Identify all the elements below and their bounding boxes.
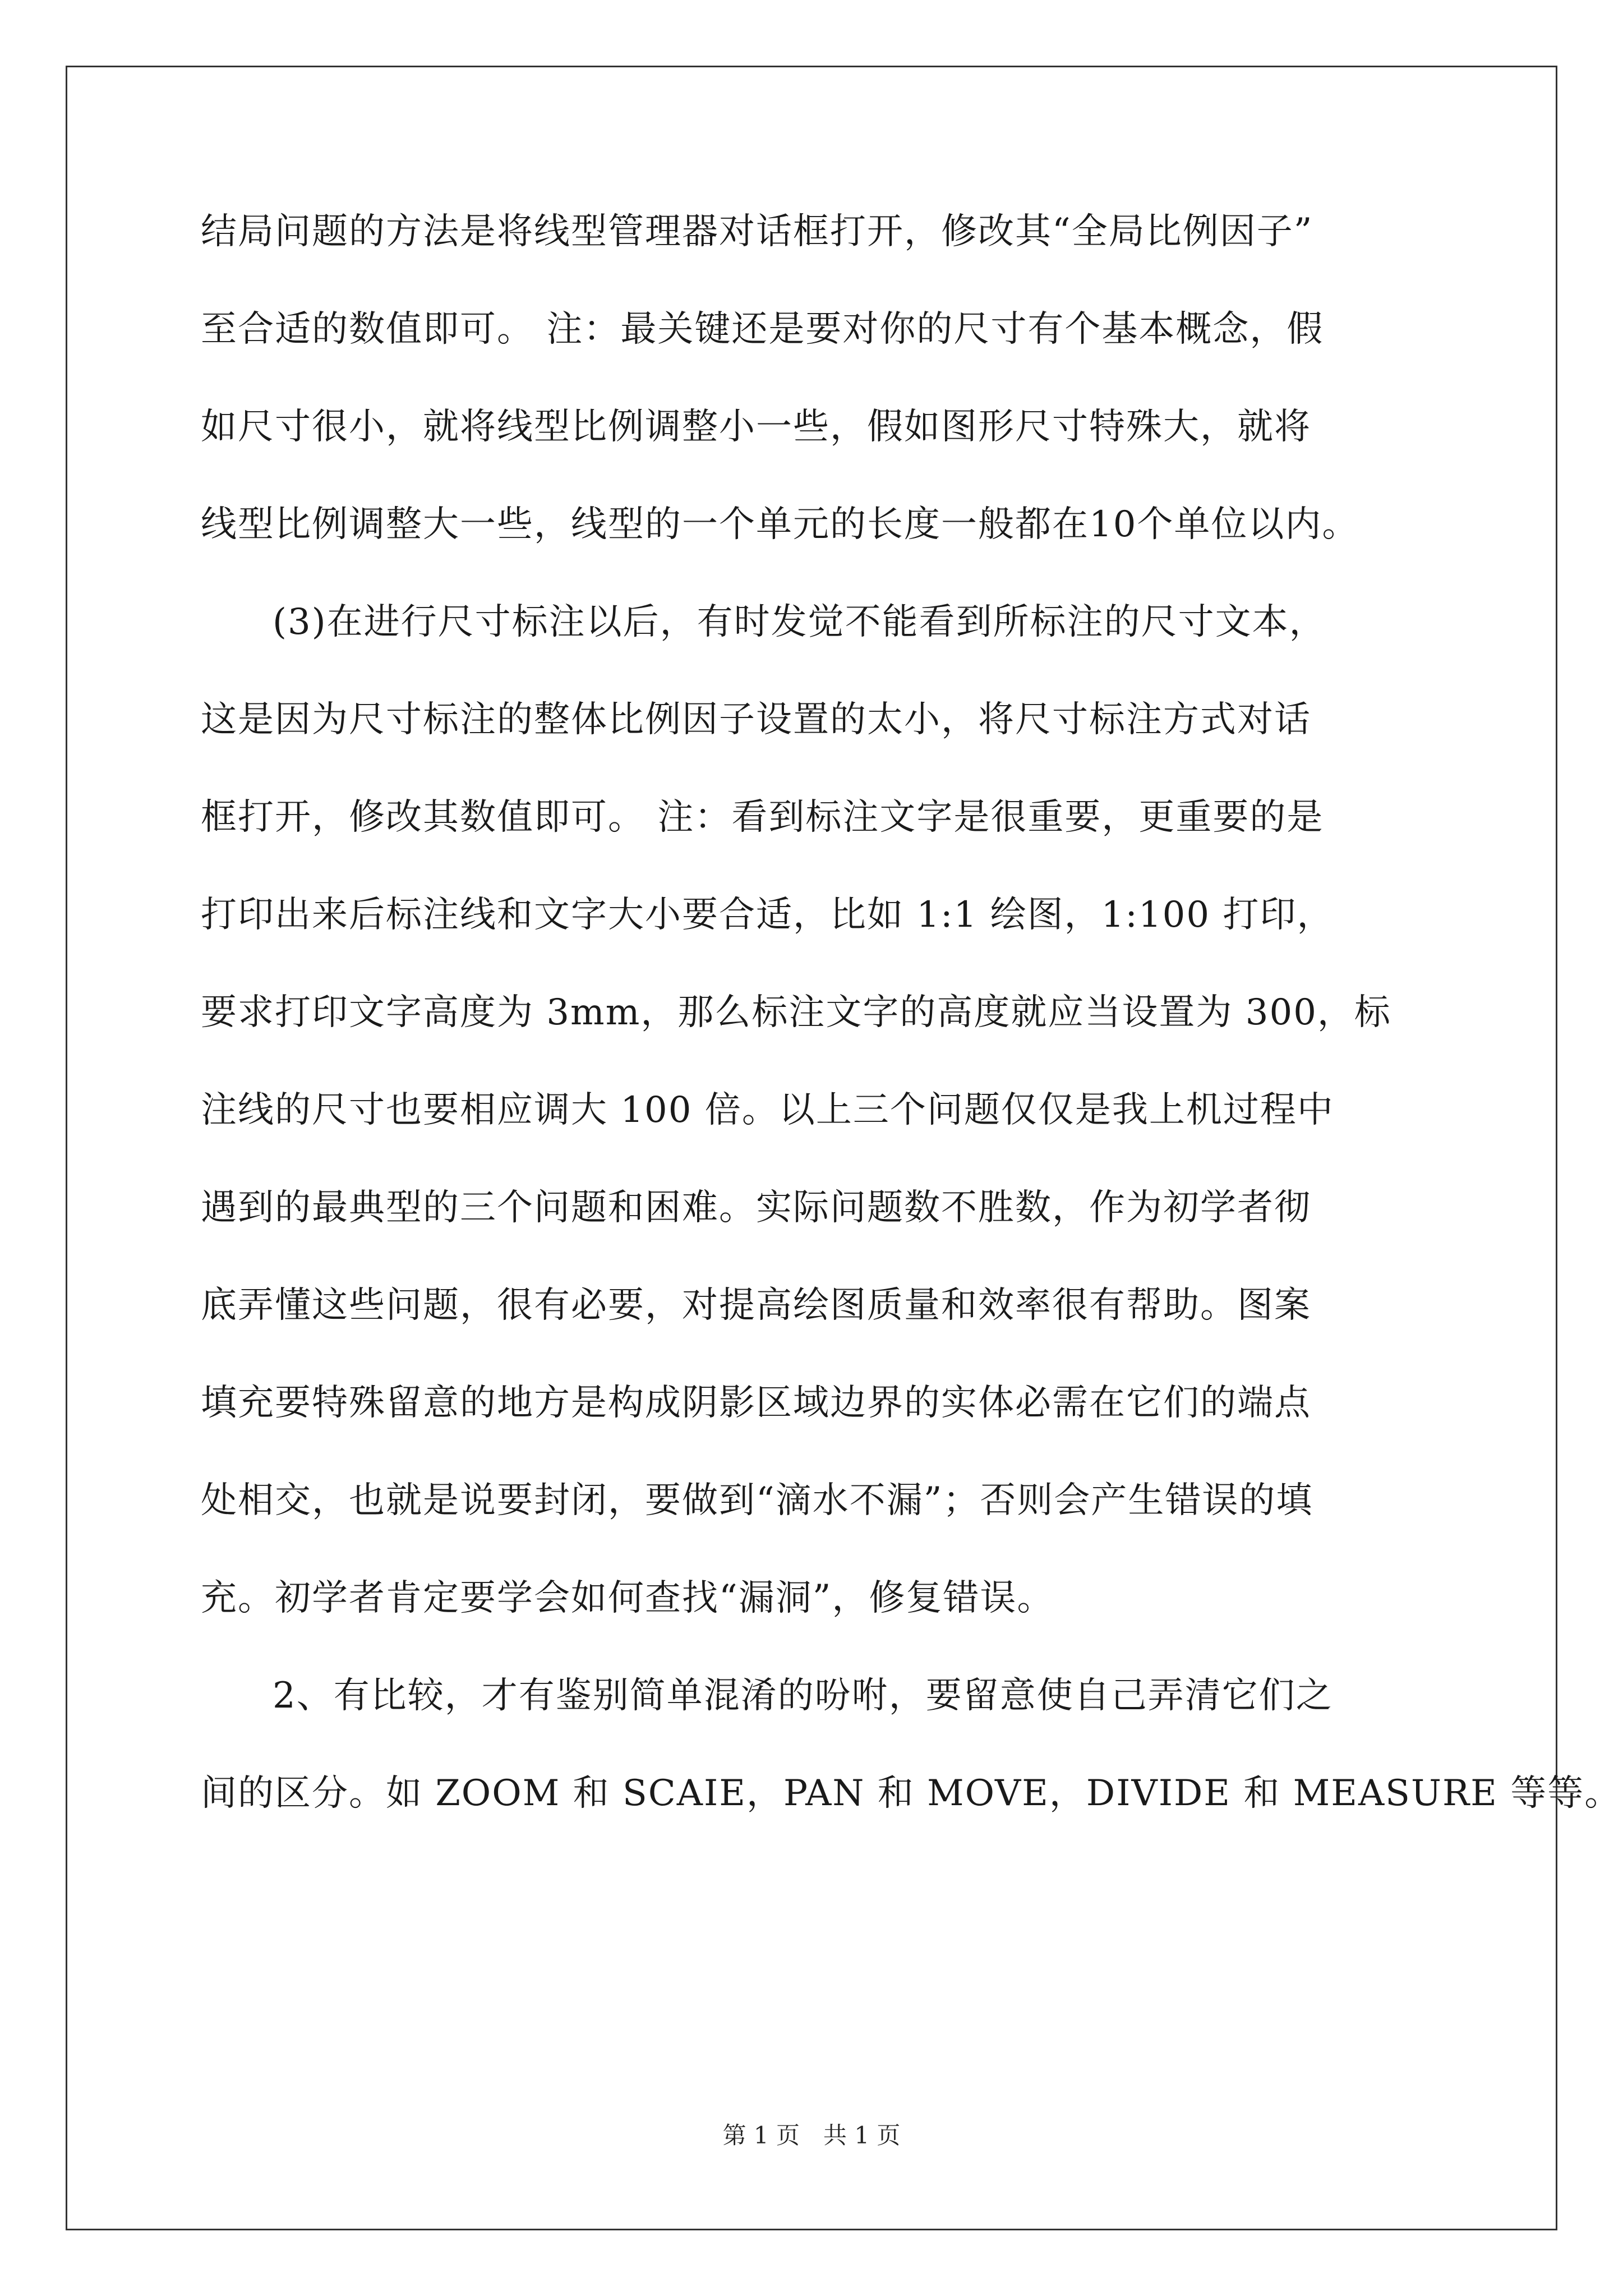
text-line: 框打开，修改其数值即可。 注：看到标注文字是很重要，更重要的是 <box>201 797 1324 838</box>
text-line: 注线的尺寸也要相应调大 100 倍。以上三个问题仅仅是我上机过程中 <box>201 1089 1334 1131</box>
text-line: 结局问题的方法是将线型管理器对话框打开，修改其“全局比例因子” <box>201 211 1313 252</box>
text-line: 如尺寸很小，就将线型比例调整小一些，假如图形尺寸特殊大，就将 <box>201 406 1311 448</box>
text-line: 至合适的数值即可。 注：最关键还是要对你的尺寸有个基本概念，假 <box>201 309 1324 350</box>
document-body <box>201 183 1622 1842</box>
text-line: 间的区分。如 ZOOM 和 SCAIE，PAN 和 MOVE，DIVIDE 和 MEASURE 等等。 <box>201 1773 1622 1814</box>
text-line: 打印出来后标注线和文字大小要合适，比如 1:1 绘图，1:100 打印， <box>201 894 1334 936</box>
text-line: 要求打印文字高度为 3mm，那么标注文字的高度就应当设置为 300，标 <box>201 992 1391 1033</box>
text-line: 处相交，也就是说要封闭，要做到“滴水不漏”；否则会产生错误的填 <box>201 1480 1313 1521</box>
text-line: 线型比例调整大一些，线型的一个单元的长度一般都在10个单位以内。 <box>201 504 1359 545</box>
text-line: 遇到的最典型的三个问题和困难。实际问题数不胜数，作为初学者彻 <box>201 1187 1311 1228</box>
text-line: (3)在进行尺寸标注以后，有时发觉不能看到所标注的尺寸文本， <box>273 601 1326 643</box>
text-line: 填充要特殊留意的地方是构成阴影区域边界的实体必需在它们的端点 <box>201 1382 1311 1424</box>
text-line: 2、有比较，才有鉴别简单混淆的吩咐，要留意使自己弄清它们之 <box>273 1675 1333 1717</box>
text-line: 底弄懂这些问题，很有必要，对提高绘图质量和效率很有帮助。图案 <box>201 1285 1311 1326</box>
text-line: 这是因为尺寸标注的整体比例因子设置的太小，将尺寸标注方式对话 <box>201 699 1311 740</box>
text-line: 充。初学者肯定要学会如何查找“漏洞”，修复错误。 <box>201 1577 1054 1619</box>
page-footer: 第 1 页 共 1 页 <box>722 2122 901 2149</box>
